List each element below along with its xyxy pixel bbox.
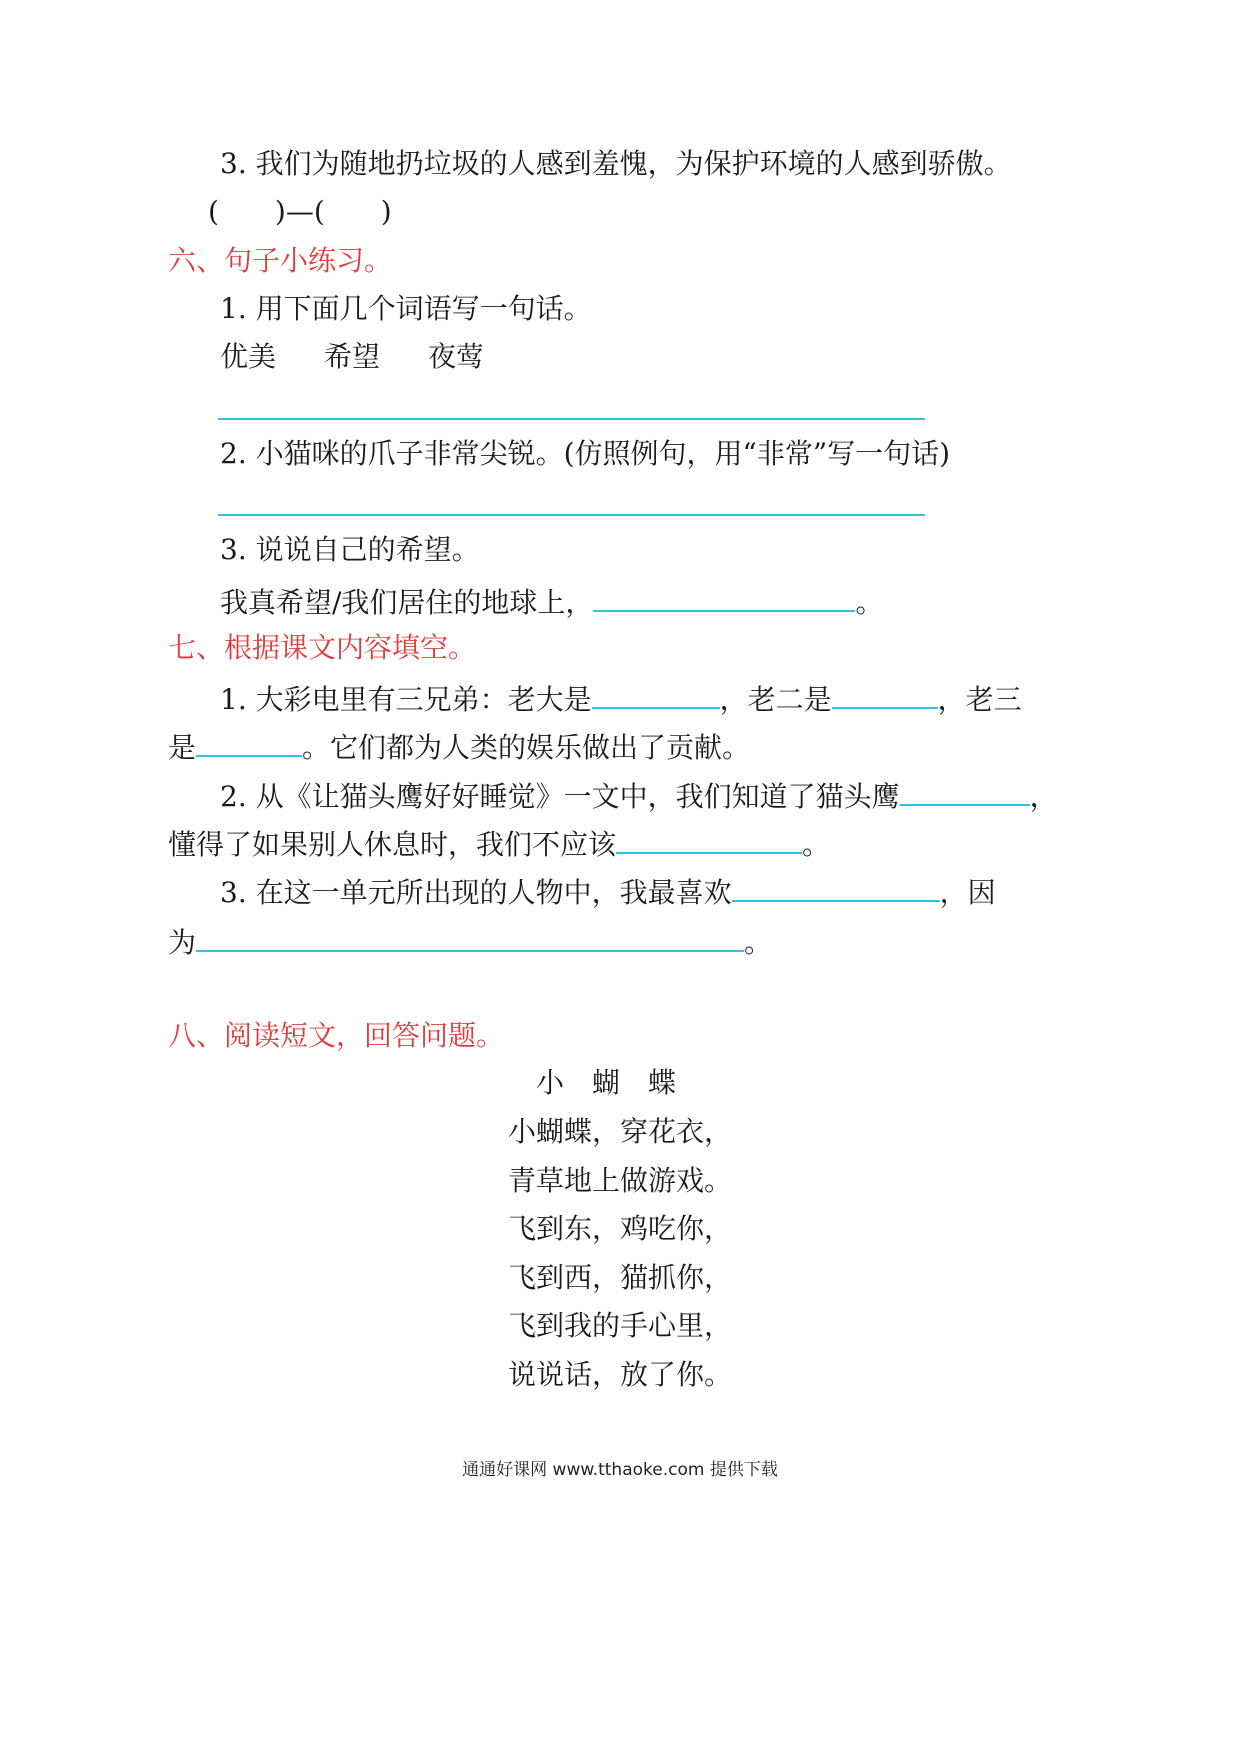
q7-2-line1 bbox=[220, 774, 1058, 817]
word-3: 夜莺 bbox=[428, 340, 485, 373]
q7-1-blank-2[interactable] bbox=[832, 677, 938, 709]
word-2: 希望 bbox=[324, 340, 381, 373]
q7-1-line1 bbox=[220, 677, 1022, 720]
q7-1-text-c: ，老三 bbox=[937, 683, 1022, 716]
q6-3-blank[interactable] bbox=[593, 580, 855, 612]
q7-1-line2 bbox=[168, 725, 750, 768]
section-6-title: 六、句子小练习。 bbox=[168, 244, 393, 277]
section-7-title: 七、根据课文内容填空。 bbox=[168, 631, 477, 664]
q6-2-prompt: 2. 小猫咪的爪子非常尖锐。(仿照例句，用“非常”写一句话) bbox=[220, 437, 951, 470]
q7-3-line2 bbox=[168, 920, 772, 963]
q6-3-sentence-end: 。 bbox=[855, 586, 884, 619]
page-footer: 通通好课网 www.tthaoke.com 提供下载 bbox=[462, 1460, 778, 1480]
poem-line-5: 飞到我的手心里， bbox=[507, 1309, 732, 1342]
section-8-title: 八、阅读短文，回答问题。 bbox=[168, 1019, 505, 1052]
q7-2-text-c: 懂得了如果别人休息时，我们不应该 bbox=[168, 828, 617, 861]
q7-3-text-d: 。 bbox=[744, 926, 773, 959]
q7-3-text-b: ，因 bbox=[939, 876, 996, 909]
q7-1-text-d: 是 bbox=[168, 731, 197, 764]
q7-2-blank-2[interactable] bbox=[616, 822, 802, 854]
q6-3-prompt: 3. 说说自己的希望。 bbox=[220, 533, 480, 566]
q7-1-text-a: 1. 大彩电里有三兄弟：老大是 bbox=[220, 683, 592, 716]
q6-3-sentence-start: 我真希望/我们居住的地球上， bbox=[220, 586, 594, 619]
q7-1-text-b: ，老二是 bbox=[719, 683, 832, 716]
q5-3-text: 3. 我们为随地扔垃圾的人感到羞愧，为保护环境的人感到骄傲。 bbox=[220, 147, 1012, 180]
q7-1-blank-3[interactable] bbox=[196, 725, 302, 757]
q6-1-prompt: 1. 用下面几个词语写一句话。 bbox=[220, 292, 592, 325]
q6-1-answer-line[interactable] bbox=[218, 418, 925, 420]
q6-1-words bbox=[220, 337, 484, 377]
q7-1-blank-1[interactable] bbox=[592, 677, 720, 709]
poem-line-1: 小蝴蝶，穿花衣， bbox=[507, 1115, 732, 1148]
q7-3-blank-1[interactable] bbox=[732, 870, 940, 902]
q7-2-text-b: ， bbox=[1029, 780, 1058, 813]
q5-3-answer-pair[interactable]: ( )—( ) bbox=[208, 195, 392, 228]
q7-1-text-e: 。它们都为人类的娱乐做出了贡献。 bbox=[302, 731, 751, 764]
q7-3-blank-2[interactable] bbox=[196, 920, 744, 952]
poem-line-3: 飞到东，鸡吃你， bbox=[507, 1212, 732, 1245]
q7-2-blank-1[interactable] bbox=[900, 774, 1030, 806]
poem-line-4: 飞到西，猫抓你， bbox=[507, 1261, 732, 1294]
poem-title: 小蝴蝶 bbox=[535, 1066, 704, 1099]
q7-2-text-d: 。 bbox=[802, 828, 831, 861]
q7-3-text-a: 3. 在这一单元所出现的人物中，我最喜欢 bbox=[220, 876, 732, 909]
poem-line-6: 说说话，放了你。 bbox=[507, 1358, 732, 1391]
q6-3-sentence bbox=[220, 580, 883, 623]
poem-line-2: 青草地上做游戏。 bbox=[507, 1164, 732, 1197]
word-1: 优美 bbox=[220, 340, 277, 373]
q7-2-text-a: 2. 从《让猫头鹰好好睡觉》一文中，我们知道了猫头鹰 bbox=[220, 780, 900, 813]
q6-2-answer-line[interactable] bbox=[218, 514, 925, 516]
q7-3-text-c: 为 bbox=[168, 926, 197, 959]
q7-3-line1 bbox=[220, 870, 996, 913]
q7-2-line2 bbox=[168, 822, 830, 865]
